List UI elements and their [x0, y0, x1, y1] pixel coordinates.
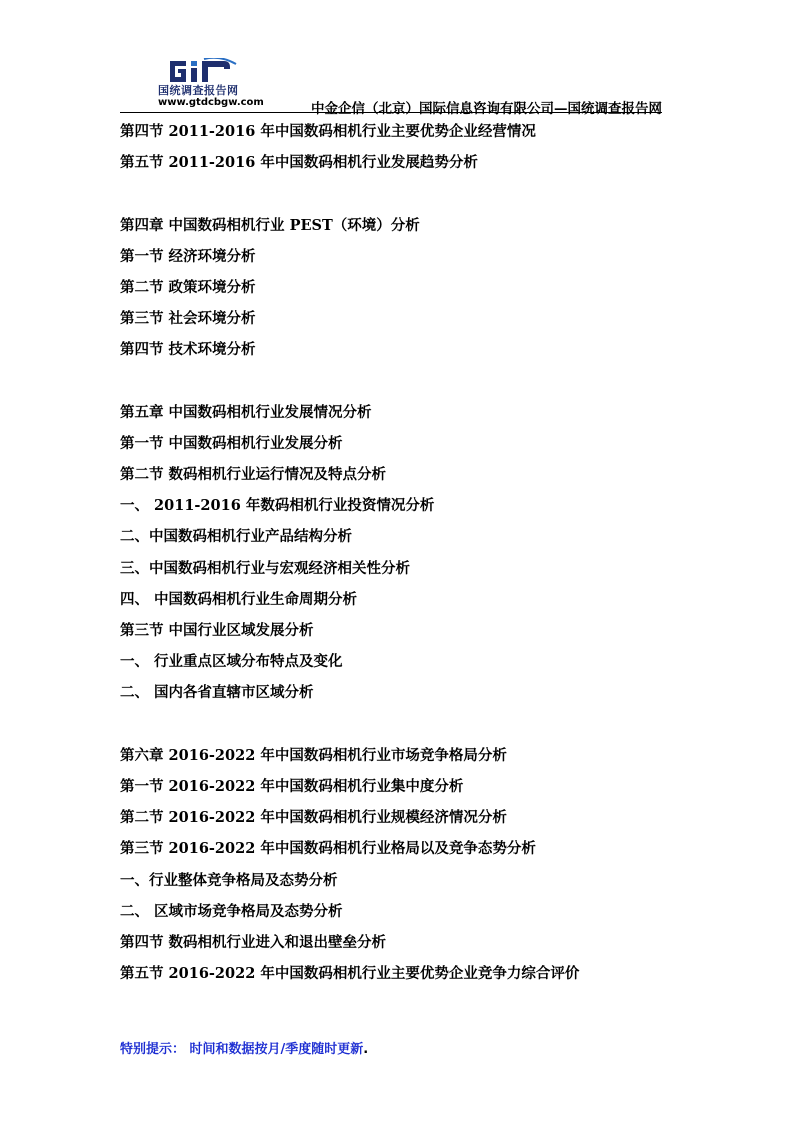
update-notice: [120, 1038, 368, 1057]
toc-item-line: 三、中国数码相机行业与宏观经济相关性分析: [120, 559, 410, 577]
notice-label: 特别提示：: [120, 1042, 186, 1057]
logo-url-text: www.gtdcbgw.com: [158, 97, 264, 108]
toc-chapter-heading: 第四章 中国数码相机行业 PEST（环境）分析: [120, 216, 420, 234]
toc-item-line: 一、 行业重点区域分布特点及变化: [120, 653, 343, 671]
toc-item-line: 二、 国内各省直辖市区域分析: [120, 684, 314, 702]
toc-section-line: 第三节 社会环境分析: [120, 310, 256, 328]
toc-spacer: [120, 366, 680, 397]
toc-item-line: 一、 2011-2016 年数码相机行业投资情况分析: [120, 497, 435, 515]
toc-section-line: 第四节 数码相机行业进入和退出壁垒分析: [120, 933, 387, 951]
toc-section-line: 第一节 中国数码相机行业发展分析: [120, 434, 343, 452]
toc-item-line: 二、中国数码相机行业产品结构分析: [120, 528, 352, 546]
toc-section-line: 第二节 数码相机行业运行情况及特点分析: [120, 466, 387, 484]
notice-text: 时间和数据按月/季度随时更新: [189, 1042, 364, 1057]
toc-section-line: 第二节 2016-2022 年中国数码相机行业规模经济情况分析: [120, 809, 507, 827]
toc-section-line: 第三节 中国行业区域发展分析: [120, 622, 314, 639]
toc-chapter-heading: 第五章 中国数码相机行业发展情况分析: [120, 403, 372, 421]
toc-section-line: 第五节 2016-2022 年中国数码相机行业主要优势企业竞争力综合评价: [120, 965, 580, 983]
toc-section-line: 第四节 技术环境分析: [120, 341, 256, 359]
toc-spacer: [120, 178, 680, 209]
table-of-contents: [120, 116, 680, 989]
toc-section-line: 第二节 政策环境分析: [120, 278, 256, 296]
logo-chinese-text: 国统调查报告网: [158, 84, 239, 97]
gir-logo-icon: [164, 58, 240, 84]
toc-section-line: 第五节 2011-2016 年中国数码相机行业发展趋势分析: [120, 154, 478, 172]
toc-item-line: 四、 中国数码相机行业生命周期分析: [120, 590, 358, 608]
toc-item-line: 二、 区域市场竞争格局及态势分析: [120, 902, 343, 920]
company-name: 中金企信（北京）国际信息咨询有限公司—国统调查报告网: [311, 101, 662, 117]
company-logo: [158, 56, 264, 112]
header-divider: [120, 112, 662, 113]
toc-section-line: 第一节 2016-2022 年中国数码相机行业集中度分析: [120, 777, 464, 795]
toc-spacer: [120, 709, 680, 740]
toc-section-line: 第四节 2011-2016 年中国数码相机行业主要优势企业经营情况: [120, 123, 536, 140]
notice-period: .: [363, 1042, 369, 1057]
toc-section-line: 第一节 经济环境分析: [120, 247, 256, 265]
toc-item-line: 一、行业整体竞争格局及态势分析: [120, 871, 338, 889]
toc-section-line: 第三节 2016-2022 年中国数码相机行业格局以及竞争态势分析: [120, 840, 536, 858]
page-header: [120, 56, 662, 117]
toc-chapter-heading: 第六章 2016-2022 年中国数码相机行业市场竞争格局分析: [120, 746, 507, 764]
